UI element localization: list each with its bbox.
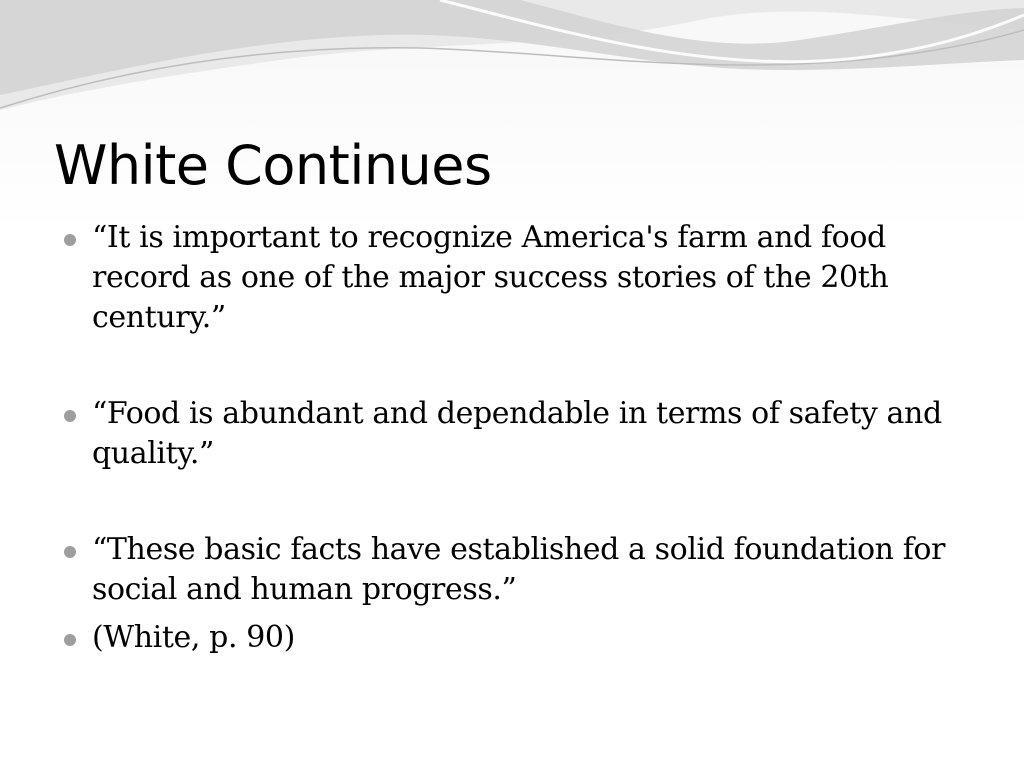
bullet-text: “It is important to recognize America's farm and food record as one of the major success stories of the 20th century.”	[92, 220, 889, 335]
bullet-item	[62, 618, 962, 658]
bullet-dot-icon	[64, 634, 76, 646]
bullet-list	[62, 218, 962, 658]
bullet-text: “These basic facts have established a solid foundation for social and human progress.”	[92, 532, 946, 607]
bullet-text: (White, p. 90)	[92, 620, 295, 655]
decorative-swoosh	[0, 0, 1024, 140]
bullet-dot-icon	[64, 410, 76, 422]
bullet-text: “Food is abundant and dependable in terms of safety and quality.”	[92, 396, 942, 471]
bullet-dot-icon	[64, 234, 76, 246]
bullet-item	[62, 218, 962, 338]
bullet-item	[62, 530, 962, 610]
slide-title: White Continues	[54, 134, 492, 197]
bullet-item	[62, 394, 962, 474]
bullet-dot-icon	[64, 546, 76, 558]
